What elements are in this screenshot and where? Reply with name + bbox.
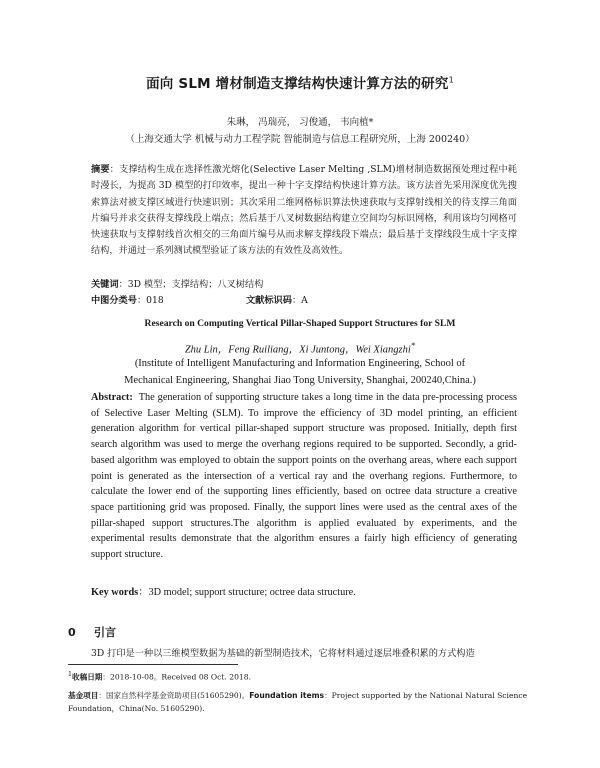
affiliation-cn: （上海交通大学 机械与动力工程学院 智能制造与信息工程研究所，上海 200240） xyxy=(125,134,475,145)
footnote-funding xyxy=(68,689,540,715)
title-cn-text: 面向 SLM 增材制造支撑结构快速计算方法的研究 xyxy=(146,76,449,92)
footnote-divider xyxy=(68,664,238,665)
keywords-en xyxy=(91,583,356,598)
funding-label: 基金项目 xyxy=(68,691,99,700)
doc-code-value: ：A xyxy=(291,295,308,306)
authors-en-text: Zhu Lin，Feng Ruiliang，Xi Juntong，Wei Xiangzhi xyxy=(184,344,411,356)
keywords-en-text: ：3D model; support structure; octree data structure. xyxy=(138,587,356,598)
footnote-received xyxy=(68,671,251,683)
abstract-en xyxy=(91,390,517,563)
title-footnote-marker: 1 xyxy=(448,75,454,85)
affiliation-en xyxy=(0,355,600,389)
classification-row xyxy=(91,292,521,306)
received-label: 收稿日期 xyxy=(72,672,103,682)
abstract-cn-label: 摘要 xyxy=(91,164,110,175)
clc-value: ：018 xyxy=(136,295,164,306)
funding-en-text: ：Project supported by the National Natural Science Foundation，China(No. 51605290). xyxy=(68,691,528,713)
affiliation-en-line2: Mechanical Engineering, Shanghai Jiao Tong University, Shanghai, 200240,China.) xyxy=(124,375,476,386)
doc-code xyxy=(246,292,308,306)
footnote-marker: 1 xyxy=(68,671,73,678)
section-title: 引言 xyxy=(94,626,116,639)
abstract-en-text: The generation of supporting structure takes a long time in the data pre-processing process of Selective Laser Melting (SLM). To improve the efficiency of 3D model printing, an efficient generation algorithm for vertical pillar-shaped support structure was proposed. Initially, depth first search algorithm was used to merge the overhang regions required to be supported. Secondly, a grid-based algorithm was employed to obtain the support points on the overhang areas, where each support point is generated as the intersection of a vertical ray and the overhang regions. Furthermore, to calculate the lower end of the supporting lines efficiently, based on octree data structure a creative space partitioning grid was proposed. Finally, the support lines were used as the central axes of the pillar-shaped support structures.The algorithm is applied evaluated by experiments, and the experimental results demonstrate that the algorithm ensures a fairly high efficiency of generating support structure. xyxy=(91,392,517,561)
paper-title-en: Research on Computing Vertical Pillar-Shaped Support Structures for SLM xyxy=(144,318,456,329)
funding-en-label: Foundation items xyxy=(249,691,325,700)
funding-text: ：国家自然科学基金资助项目(51605290)。 xyxy=(98,691,250,700)
received-text: ：2018-10-08。Received 08 Oct. 2018. xyxy=(102,672,251,682)
section-number: 0 xyxy=(68,626,76,639)
corresponding-marker: * xyxy=(410,340,416,350)
authors-cn: 朱琳， 冯瑞亮， 习俊通， 韦向植* xyxy=(226,117,374,128)
intro-paragraph: 3D 打印是一种以三维模型数据为基础的新型制造技术，它将材料通过逐层堆叠积累的方式构造 xyxy=(91,648,475,659)
affiliation-en-line1: (Institute of Intelligent Manufacturing and Information Engineering, School of xyxy=(134,358,466,369)
keywords-cn-text: ：3D 模型；支撑结构；八叉树结构 xyxy=(118,279,264,290)
keywords-en-label: Key words xyxy=(91,587,139,598)
abstract-cn-text: ：支撑结构生成在选择性激光熔化(Selective Laser Melting ,SLM)增材制造数据预处理过程中耗时漫长，为提高 3D 模型的打印效率，提出一种十字支撑结构快速计算方法。该方法首先采用深度优先搜索算法对被支撑区域进行快速识别；其次采用二维网格标识算法快速获取与支撑射线相关的待支撑三角面片编号并求交获得支撑线段上端点；然后基于八叉树数据结构建立空间均匀标识网格，利用该均匀网格可快速获取与支撑射线首次相交的三角面片编号从而求解支撑线段下端点；最后基于支撑线段生成十字支撑结构，并通过一系列测试模型验证了该方法的有效性及高效性。 xyxy=(91,164,517,257)
clc-label: 中图分类号 xyxy=(91,295,137,306)
keywords-cn-label: 关键词 xyxy=(91,279,119,290)
section-heading xyxy=(68,624,116,640)
abstract-en-label: Abstract: xyxy=(91,392,133,403)
doc-code-label: 文献标识码 xyxy=(246,295,292,306)
keywords-cn xyxy=(91,276,263,290)
paper-title-cn xyxy=(0,72,600,92)
abstract-cn xyxy=(91,162,517,260)
